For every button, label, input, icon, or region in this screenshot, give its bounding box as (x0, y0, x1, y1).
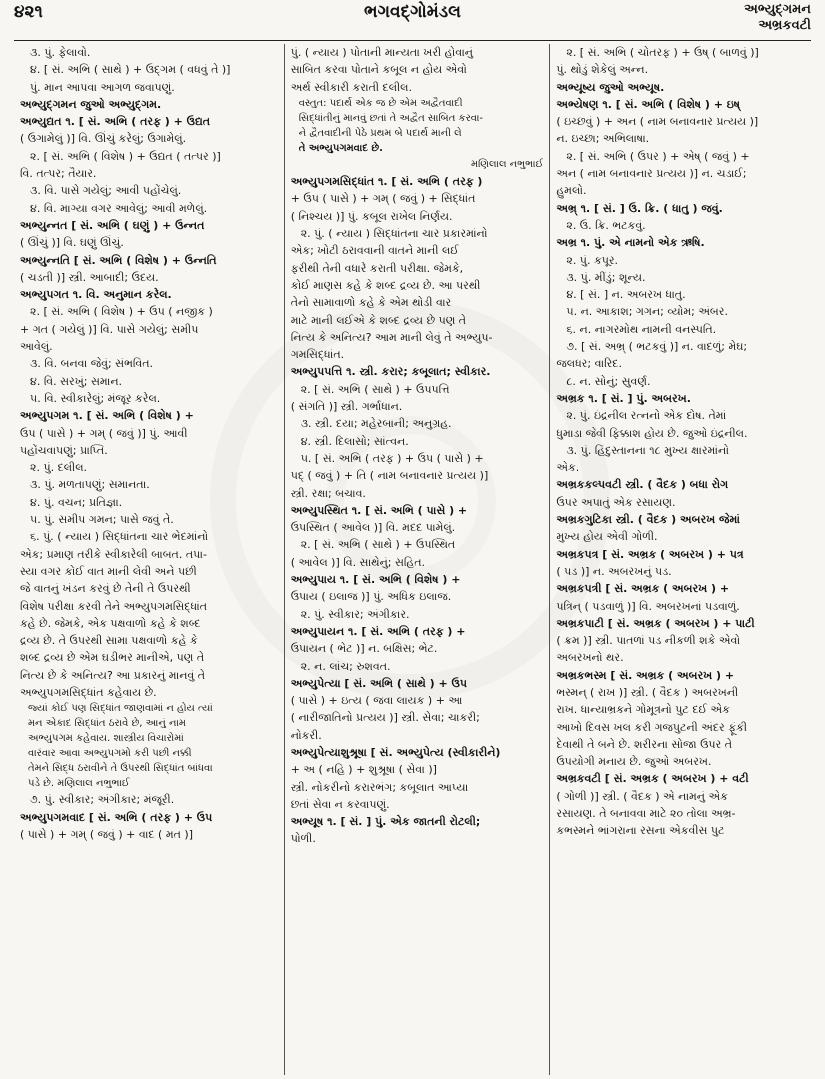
entry-line: એક; ખોટી ઠરાવવાની વાતને માની લઈ (290, 244, 459, 258)
entry-headword-line: અભ્યુપેત્યા [ સં. અભિ ( સાથે ) + ઉપ (290, 676, 467, 690)
entry-line: + ઉપ ( પાસે ) + ગમ્ ( જવું ) + સિદ્ધાંત (290, 192, 476, 206)
entry-headword-line: અભ્રક ૧. [ સં. ] પું. અબરખ. (556, 391, 691, 405)
entry-line: ૩. પું. ફેલાવો. (30, 46, 91, 59)
entry-line: ૨. પું. ( ન્યાય ) સિદ્ધાંતના ચાર પ્રકારમાંનો (300, 227, 488, 241)
entry-line: ૩. વિ. બનવા જેવું; સંભવિત. (30, 357, 154, 371)
entry-line: વસ્તુત: પદાર્થ એક જ છે એમ અદ્વૈતવાદી (298, 97, 463, 109)
entry-line: ( ઉગામેલું )] વિ. ઊંચું કરેલું; ઉગામેલું. (20, 132, 187, 146)
entry-line: રસાયણ. તે બનાવવા માટે ૨૦ તોલા અભ્ર- (556, 807, 736, 821)
entry-headword-line: અભ્યુપસ્થિત ૧. [ સં. અભિ ( પાસે ) + (290, 503, 468, 517)
entry-headword-line: અભ્ર્ ૧. [ સં. ] ઉ. ક્રિ. ( ધાતુ ) જવું. (556, 201, 723, 215)
entry-line: એક; પ્રમાણ તરીકે સ્વીકારેલી બાબત. તપા- (20, 547, 207, 561)
entry-headword-line: અભ્રકગુટિકા સ્ત્રી. ( વૈદક ) અબરખ જેમાં (556, 513, 740, 527)
entry-line: ૨. [ સં. અભિ ( ઉપર ) + એષ્ ( જવું ) + (566, 149, 750, 163)
entry-line: ( ઇચ્છવું ) + અન ( નામ બનાવનાર પ્રત્યય )] (556, 115, 759, 129)
entry-headword-line: અભ્યુદ્યત ૧. [ સં. અભિ ( તરફ ) + ઉદ્યત (20, 115, 211, 129)
entry-line: ૫. [ સં. અભિ ( તરફ ) + ઉપ ( પાસે ) + (300, 451, 484, 465)
entry-line: ઉપાયન ( ભેટ )] ન. બક્ષિસ; ભેટ. (290, 642, 438, 656)
entry-line: અન ( નામ બનાવનાર પ્રત્યય )] ન. ચડાઈ; (556, 167, 747, 181)
entry-line: મુખ્ય હોય એવી ગોળી. (556, 530, 658, 544)
entry-line: પોળી. (290, 832, 316, 846)
entry-line: છતાં સેવા ન કરવાપણું. (290, 797, 390, 811)
entry-line: મણિલાલ નભુભાઈ (470, 158, 544, 170)
entry-line: સાબિત કરવા પોતાને કબૂલ ન હોય એવો (290, 63, 467, 77)
entry-line: ૨. પું. કપૂર. (566, 253, 619, 267)
entry-headword-line: અભ્રકભસ્મ [ સં. અભ્રક ( અબરખ ) + (556, 668, 735, 682)
entry-line: ઉપર અપાતું એક રસાયણ. (556, 495, 676, 509)
entry-line: ૨. [ સં. અભિ ( સાથે ) + ઉપસ્થિત (300, 538, 456, 552)
entry-headword-line: અભ્યુપેત્યાશુશ્રૂષા [ સં. અભ્યુપેત્ય (સ્વીકારીને) (290, 745, 501, 759)
guide-word-first: અભ્યુદ્ગમન (744, 2, 811, 17)
entry-line: + અ ( નહિ ) + શુશ્રૂષા ( સેવા )] (290, 763, 437, 777)
entry-line: કભસ્મને ભાંગરાના રસના એકવીસ પુટ (556, 824, 725, 838)
entry-line: સ્ત્રી. રક્ષા; બચાવ. (290, 486, 366, 500)
entry-line: નોકરી. (290, 728, 322, 742)
entry-line: પત્રિન્ ( પડવાળું )] વિ. અબરખનાં પડવાળું. (556, 599, 740, 613)
entry-line: ૩. વિ. પાસે ગયેલું; આવી પહોંચેલું. (30, 184, 182, 198)
entry-line: આવેલું. (20, 340, 53, 354)
entry-headword-line: અભ્યુદ્ગમન જુઓ અભ્યુદ્ગમ. (20, 97, 162, 111)
entry-line: ૭. [ સં. અભ્ર્ ( ભટકવું )] ન. વાદળું; મેઘ; (566, 340, 748, 354)
entry-line: રાખ. ધાન્યાભ્રકને ગોમૂત્રનો પુટ દઈ એક (556, 703, 730, 717)
entry-line: પું. ( ન્યાય ) પોતાની માન્યતા ખરી હોવાનું (290, 46, 473, 59)
entry-line: પદ્ ( જવું ) + તિ ( નામ બનાવનાર પ્રત્યય )] (290, 469, 489, 483)
entry-line: ( સંગતિ )] સ્ત્રી. ગર્ભાધાન. (290, 400, 403, 414)
entry-line: આખો દિવસ ખલ કરી ગજપુટની અંદર ફૂંકી (556, 720, 748, 734)
entry-line: ન. ઇચ્છા; અભિલાષા. (556, 132, 650, 146)
entry-line: ( આવેલ )] વિ. સાથેનું; સહિત. (290, 555, 426, 569)
entry-line: જ્યાં કોઈ પણ સિદ્ધાંત જાણવામાં ન હોય ત્યાં (28, 703, 213, 715)
entry-line: ૪. સ્ત્રી. દિલાસો; સાંત્વન. (300, 434, 409, 448)
entry-line: શબ્દ દ્રવ્ય છે એમ ઘડીભર માનીએ, પણ તે (20, 651, 205, 665)
entry-line: સિદ્ધાંતીનું માનવું છતાં તે અદ્વૈત સાબિત કરવા- (298, 112, 484, 124)
entry-line: ૨. [ સં. અભિ ( સાથે ) + ઉપપત્તિ (300, 382, 450, 396)
entry-headword-line: અભ્યુન્નતિ [ સં. અભિ ( વિશેષ ) + ઉન્નતિ (20, 253, 217, 267)
entry-headword-line: અભ્યૂષ ૧. [ સં. ] પું. એક જાતની રોટલી; (290, 815, 481, 829)
entry-line: વારંવાર આવા અભ્યુપગમો કરી પછી નક્કી (28, 748, 192, 760)
entry-line: જે વાતનું ખંડન કરવું છે તેની તે ઉપરથી (20, 582, 191, 596)
column-middle (284, 44, 550, 1075)
column-left (14, 44, 284, 1075)
dictionary-title: ભગવદ્ગોમંડલ (364, 2, 461, 22)
entry-line: + ગત ( ગયેલું )] વિ. પાસે ગયેલું; સમીપ (20, 322, 199, 336)
entry-headword-line: અભ્રકપાટી [ સં. અભ્રક ( અબરખ ) + પાટી (556, 616, 755, 630)
entry-line: ( ગોળી )] સ્ત્રી. ( વૈદક ) એ નામનું એક (556, 789, 728, 803)
entry-line: પું. માન આપવા આગળ જવાપણું. (30, 80, 175, 94)
entry-line: વિશેષ પરીક્ષા કરવી તેને અભ્યુપગમસિદ્ધાંત (20, 599, 208, 613)
entry-headword-line: અભ્યૂષ્ય જુઓ અભ્યૂષ. (556, 80, 665, 94)
entry-headword-line: અભ્યુપાયન ૧. [ સં. અભિ ( તરફ ) + (290, 624, 466, 638)
entry-line: ( પડ )] ન. અબરખનું પડ. (556, 564, 672, 578)
entry-line: ( ક્રમ )] સ્ત્રી. પાતળાં પડ નીકળી શકે એવો (556, 634, 741, 648)
entry-line: ૩. પું. મળતાપણું; સમાનતા. (30, 478, 150, 492)
entry-line: ૪. [ સં. અભિ ( સાથે ) + ઉદ્ગમ ( વધવું તે )] (30, 63, 231, 77)
entry-line: ૮. ન. સોનું; સુવર્ણ. (566, 374, 651, 388)
entry-line: ( નારીજાતિનો પ્રત્યય )] સ્ત્રી. સેવા; ચાકરી; (290, 711, 480, 725)
entry-line: અભ્યુપગમ કહેવાય. શાસ્ત્રીય વિચારોમાં (28, 733, 184, 745)
entry-headword-line: અભ્રકપત્રી [ સં. અભ્રક ( અબરખ ) + (556, 582, 730, 596)
entry-line: ધુમાડા જેવી ફિક્કાશ હોય છે. જુઓ ઇંદ્રનીલ. (556, 426, 748, 440)
entry-line: હુમલો. (556, 184, 587, 198)
header-rule (14, 40, 811, 41)
entry-headword-line: અભ્યુન્નત [ સં. અભિ ( ઘણું ) + ઉન્નત (20, 218, 205, 232)
entry-line: ગમસિદ્ધાંત. (290, 348, 345, 362)
entry-line: પહોંચવાપણું; પ્રાપ્તિ. (20, 443, 108, 457)
entry-line: ૨. પું. દલીલ. (30, 461, 88, 475)
entry-line: ૨. પું. સ્વીકાર; અંગીકાર. (300, 607, 410, 621)
entry-line: ઉપ ( પાસે ) + ગમ્ ( જવું )] પું. આવી (20, 426, 188, 440)
entry-line: સ્યા વગર કોઈ વાત માની લેવી અને પછી (20, 564, 197, 578)
entry-headword-line: અભ્રકપત્ર [ સં. અભ્રક ( અબરખ ) + પત્ર (556, 547, 744, 561)
entry-line: ૭. પું. સ્વીકાર; અંગીકાર; મંજૂરી. (30, 793, 175, 807)
entry-line: મન એકાદ સિદ્ધાંત ઠરાવે છે, આનું નામ (28, 718, 186, 730)
entry-line: ૨. પું. ઇંદ્રનીલ રત્નનો એક દોષ. તેમાં (566, 409, 727, 423)
entry-line: ૨. [ સં. અભિ ( ચોતરફ ) + ઉષ્ ( બાળવું )] (566, 46, 759, 59)
entry-line: ૨. ન. લાંચ; રુશવત. (300, 659, 391, 673)
entry-line: તેમને સિદ્ધ ઠરાવીને તે ઉપરથી સિદ્ધાંત બાંધવા (28, 763, 213, 775)
entry-headword-line: અભ્ર ૧. પું. એ નામનો એક ઋષિ. (556, 236, 705, 250)
entry-line: ૫. ન. આકાશ; ગગન; વ્યોમ; અંબર. (566, 305, 728, 319)
entry-line: ( ચડતી )] સ્ત્રી. આબાદી; ઉદય. (20, 270, 159, 284)
entry-headword-line: અભ્યેષણ ૧. [ સં. અભિ ( વિશેષ ) + ઇષ્ (556, 97, 741, 111)
entry-line: ૫. પું. સમીપ ગમન; પાસે જવું તે. (30, 513, 174, 527)
entry-line: ( પાસે ) + ઇત્ય ( જવા લાયક ) + આ (290, 694, 463, 708)
entry-line: ૨. ઉ. ક્રિ. ભટકવું. (566, 218, 646, 232)
entry-line: માટે માની લઈએ કે શબ્દ દ્રવ્ય છે પણ તે (290, 313, 467, 327)
entry-line: ઉપાય ( ઇલાજ )] પું. અધિક ઇલાજ. (290, 590, 452, 604)
guide-words (744, 2, 811, 34)
entry-line: નિત્ય છે કે અનિત્ય? આ પ્રકારનું માનવું તે (20, 668, 206, 682)
entry-line: ૩. સ્ત્રી. દયા; મહેરબાની; અનુગ્રહ. (300, 417, 452, 431)
entry-headword-line: અભ્રકકલ્પવટી સ્ત્રી. ( વૈદક ) બધા રોગ (556, 478, 729, 492)
entry-line: ૬. પું. ( ન્યાય ) સિદ્ધાંતના ચાર ભેદમાંનો (30, 530, 209, 544)
entry-line: ( ઊંચું )] વિ. ઘણું ઊંચું. (20, 236, 124, 250)
guide-word-last: અભ્રકવટી (758, 18, 811, 33)
entry-headword-line: અભ્યુપાય ૧. [ સં. અભિ ( વિશેષ ) + (290, 573, 461, 587)
entry-headword-line: અભ્યુપગમવાદ [ સં. અભિ ( તરફ ) + ઉપ (20, 810, 213, 824)
entry-headword-line: અભ્રકવટી [ સં. અભ્રક ( અબરખ ) + વટી (556, 772, 749, 786)
entry-line: પડે છે. મણિલાલ નભુભાઈ (28, 778, 130, 790)
entry-line: સ્ત્રી. નોકરીનો કરારભંગ; કબૂલાત આપ્યા (290, 780, 469, 794)
entry-line: ભસ્મન્ ( રાખ )] સ્ત્રી. ( વૈદક ) અબરખની (556, 685, 739, 699)
entry-line: અભ્યુપગમસિદ્ધાંત કહેવાય છે. (20, 685, 157, 699)
entry-line: વિ. તત્પર; તૈયાર. (20, 167, 97, 181)
entry-line: ૬. ન. નાગરમોથ નામની વનસ્પતિ. (566, 322, 717, 336)
entry-headword-line: અભ્યુપગમ ૧. [ સં. અભિ ( વિશેષ ) + (20, 409, 194, 423)
entry-line: ૪. [ સં. ] ન. અબરખ ધાતુ. (566, 288, 686, 302)
entry-line: નિત્ય કે અનિત્ય? આમ માની લેવું તે અભ્યુપ- (290, 330, 493, 344)
entry-line: ૪. પું. વચન; પ્રતિજ્ઞા. (30, 495, 123, 509)
entry-line: ઉપયોગી મનાય છે. જુઓ અબરખ. (556, 755, 712, 769)
entry-columns (14, 44, 815, 1075)
entry-line: દેવાથી તે બને છે. શરીરના સોજા ઉપર તે (556, 737, 733, 751)
entry-line: ને દ્વૈતવાદીની પેઠે પ્રથમ બે પદાર્થ માની લે (298, 127, 462, 139)
entry-line: દ્રવ્ય છે. તે ઉપરથી સામા પક્ષવાળો કહે કે (20, 634, 198, 648)
entry-line: તે અભ્યુપગમવાદ છે. (298, 142, 383, 154)
entry-line: ( નિશ્ચય )] પું. કબૂલ રાખેલ નિર્ણય. (290, 209, 453, 223)
entry-line: ૩. પું. મીંડું; શૂન્ય. (566, 270, 646, 284)
column-right (549, 44, 815, 1075)
entry-line: ફરીથી તેની વધારે કરાતી પરીક્ષા. જેમકે, (290, 261, 464, 275)
entry-line: ૨. [ સં. અભિ ( વિશેષ ) + ઉદ્યત ( તત્પર )] (30, 149, 221, 163)
entry-line: ( પાસે ) + ગમ્ ( જવું ) + વાદ ( મત )] (20, 827, 193, 841)
entry-headword-line: અભ્યુપગત ૧. વિ. અનુમાન કરેલ. (20, 288, 172, 302)
entry-line: ૨. [ સં. અભિ ( વિશેષ ) + ઉપ ( નજીક ) (30, 305, 213, 319)
entry-line: ૪. વિ. સરખું; સમાન. (30, 374, 123, 388)
page-number: ૪૨૧ (14, 2, 43, 22)
entry-line: અબરખનો થર. (556, 651, 624, 665)
entry-line: કહે છે. જેમકે, એક પક્ષવાળો કહે કે શબ્દ (20, 616, 201, 630)
entry-line: ૫. વિ. સ્વીકારેલું; મંજૂર કરેલ. (30, 391, 161, 405)
entry-headword-line: અભ્યુપગમસિદ્ધાંત ૧. [ સં. અભિ ( તરફ ) (290, 175, 483, 189)
entry-line: ૪. વિ. માગ્યા વગર આવેલું; આવી મળેલું. (30, 201, 208, 215)
entry-line: એક. (556, 461, 580, 475)
entry-line: પું. થોડું શેકેલું અન્ન. (556, 63, 649, 77)
entry-headword-line: અભ્યુપપત્તિ ૧. સ્ત્રી. કરાર; કબૂલાત; સ્વીકાર. (290, 365, 491, 379)
entry-line: તેનો સામાવાળો કહે કે એમ થોડી વાર (290, 296, 452, 310)
entry-line: ૩. પું. હિંદુસ્તાનના ૧૮ મુખ્ય ક્ષારમાંનો (566, 443, 729, 457)
entry-line: અર્થ સ્વીકારી કરાતી દલીલ. (290, 80, 412, 94)
entry-line: કોઈ માણસ કહે કે શબ્દ દ્રવ્ય છે. આ પરથી (290, 278, 481, 292)
entry-line: ઉપસ્થિત ( આવેલ )] વિ. મદદ પામેલું. (290, 521, 456, 535)
entry-line: જલધર; વારિદ. (556, 357, 622, 371)
